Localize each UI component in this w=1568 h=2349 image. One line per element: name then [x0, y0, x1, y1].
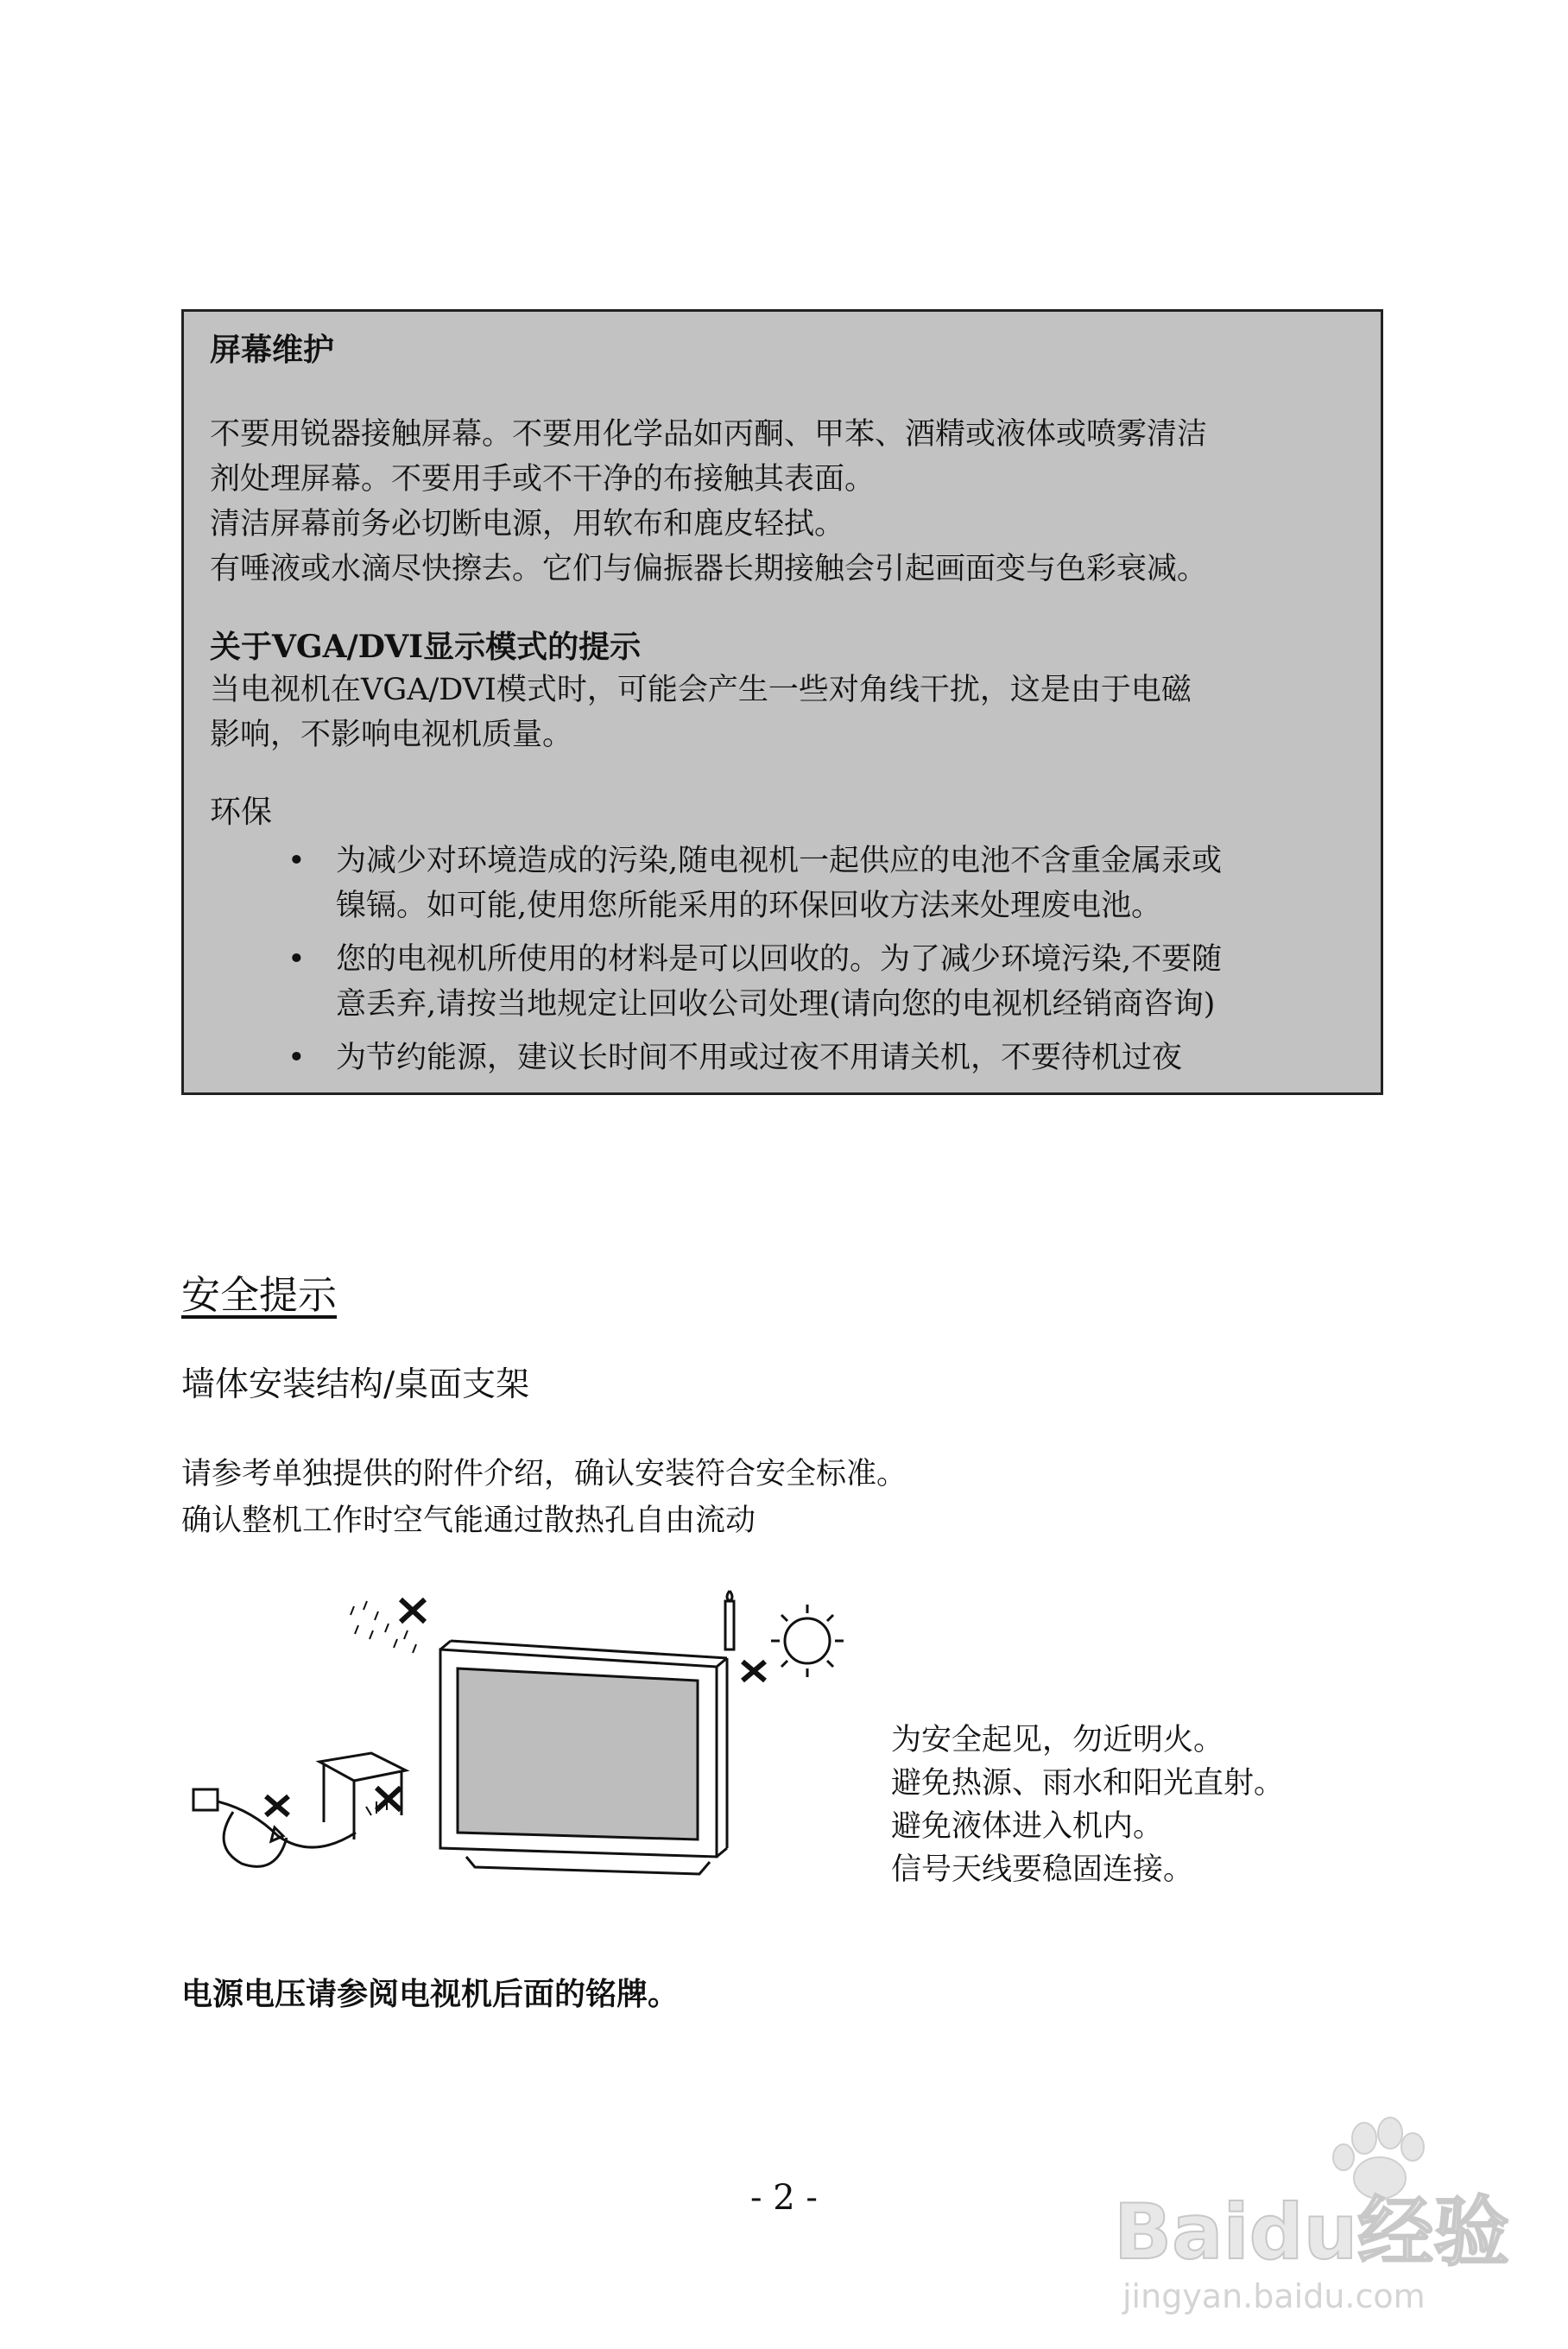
environment-title: 环保 [210, 795, 273, 830]
tip-line: 避免热源、雨水和阳光直射。 [891, 1766, 1285, 1801]
bullet-icon: • [288, 942, 306, 977]
screen-care-line: 不要用锐器接触屏幕。不要用化学品如丙酮、甲苯、酒精或液体或喷雾清洁 [210, 417, 1208, 452]
bullet-icon: • [288, 1041, 306, 1075]
watermark-brand: Baidu经验 [1114, 2188, 1510, 2276]
bullet-text-line: 您的电视机所使用的材料是可以回收的。为了减少环境污染,不要随 [336, 942, 1223, 977]
bullet-text-line: 为减少对环境造成的污染,随电视机一起供应的电池不含重金属汞或 [336, 844, 1223, 878]
tip-line: 避免液体进入机内。 [891, 1809, 1164, 1844]
notice-box [181, 309, 1383, 1095]
watermark-url: jingyan.baidu.com [1122, 2277, 1426, 2315]
intro-text [181, 1451, 1304, 1544]
forbidden-x-icon [401, 1599, 425, 1622]
forbidden-x-icon [743, 1662, 765, 1681]
vga-dvi-title: 关于VGA/DVI显示模式的提示 [210, 629, 642, 665]
forbidden-x-icon [376, 1788, 401, 1810]
screen-care-title: 屏幕维护 [210, 332, 335, 368]
paw-icon [1333, 2118, 1424, 2199]
screen-care-line: 剂处理屏幕。不要用手或不干净的布接触其表面。 [210, 462, 876, 497]
bullet-text-line: 为节约能源，建议长时间不用或过夜不用请关机，不要待机过夜 [336, 1041, 1183, 1075]
environment-bullet-list [210, 839, 1355, 1080]
safety-illustration [181, 1589, 872, 1917]
bullet-text-line: 镍镉。如可能,使用您所能采用的环保回收方法来处理废电池。 [336, 889, 1162, 923]
sun-icon [771, 1605, 844, 1677]
sub-heading: 墙体安装结构/桌面支架 [181, 1365, 530, 1404]
tv-icon [440, 1641, 727, 1874]
section-heading: 安全提示 [181, 1272, 338, 1318]
safety-tips [891, 1719, 1284, 1891]
screen-care-line: 有唾液或水滴尽快擦去。它们与偏振器长期接触会引起画面变与色彩衰减。 [210, 552, 1208, 586]
intro-line: 请参考单独提供的附件介绍，确认安装符合安全标准。 [181, 1457, 907, 1491]
vga-dvi-line: 当电视机在VGA/DVI模式时，可能会产生一些对角线干扰，这是由于电磁 [210, 673, 1192, 707]
screen-care-line: 清洁屏幕前务必切断电源，用软布和鹿皮轻拭。 [210, 507, 845, 541]
page-number: - 2 - [750, 2178, 818, 2218]
power-note: 电源电压请参阅电视机后面的铭牌。 [181, 1976, 680, 2012]
tip-line: 为安全起见，勿近明火。 [891, 1723, 1224, 1757]
list-item [210, 937, 1355, 1027]
baidu-watermark [1105, 2107, 1511, 2323]
bullet-icon: • [288, 844, 306, 878]
tip-line: 信号天线要稳固连接。 [891, 1852, 1194, 1887]
list-item [210, 1035, 1355, 1080]
intro-line: 确认整机工作时空气能通过散热孔自由流动 [181, 1504, 756, 1538]
bullet-text-line: 意丢弃,请按当地规定让回收公司处理(请向您的电视机经销商咨询) [336, 987, 1216, 1022]
rain-icon [351, 1601, 416, 1653]
list-item [210, 839, 1355, 928]
candle-icon [725, 1591, 734, 1649]
forbidden-x-icon [266, 1796, 288, 1815]
vga-dvi-line: 影响，不影响电视机质量。 [210, 718, 573, 752]
